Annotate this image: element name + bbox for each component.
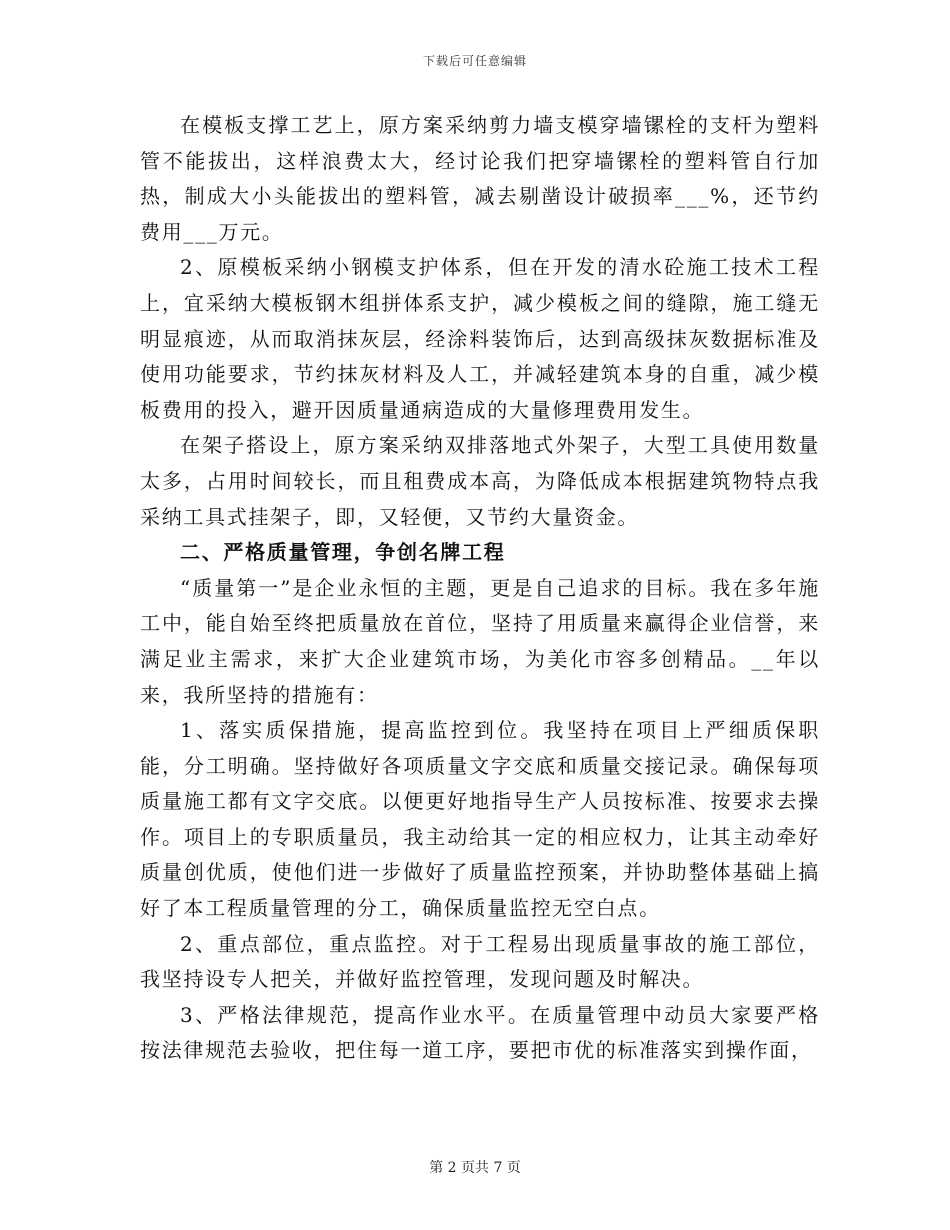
- page-header: 下载后可任意编辑: [422, 54, 527, 68]
- document-body: [140, 108, 820, 1069]
- paragraph-measure-3: 3、严格法律规范，提高作业水平。在质量管理中动员大家要严格按法律规范去验收，把住每一道工序，要把市优的标准落实到操作面，: [140, 1002, 820, 1063]
- paragraph-measure-1: 1、落实质保措施，提高监控到位。我坚持在项目上严细质保职能，分工明确。坚持做好各项质量文字交底和质量交接记录。确保每项质量施工都有文字交底。以便更好地指导生产人员按标准、按要求去操作。项目上的专职质量员，我主动给其一定的相应权力，让其主动牵好质量创优质，使他们进一步做好了质量监控预案，并协助整体基础上搞好了本工程质量管理的分工，确保质量监控无空白点。: [140, 718, 820, 921]
- paragraph-measure-2: 2、重点部位，重点监控。对于工程易出现质量事故的施工部位，我坚持设专人把关，并做好监控管理，发现问题及时解决。: [140, 931, 820, 992]
- section-heading-quality: 二、严格质量管理，争创名牌工程: [180, 540, 506, 565]
- paragraph-scaffolding: 在架子搭设上，原方案采纳双排落地式外架子，大型工具使用数量太多，占用时间较长，而且租费成本高，为降低成本根据建筑物特点我采纳工具式挂架子，即，又轻便，又节约大量资金。: [140, 433, 820, 529]
- paragraph-steel-formwork: 2、原模板采纳小钢模支护体系，但在开发的清水砼施工技术工程上，宜采纳大模板钢木组拼体系支护，减少模板之间的缝隙，施工缝无明显痕迹，从而取消抹灰层，经涂料装饰后，达到高级抹灰数据标准及使用功能要求，节约抹灰材料及人工，并减轻建筑本身的自重，减少模板费用的投入，避开因质量通病造成的大量修理费用发生。: [140, 255, 820, 422]
- paragraph-quality-first: “质量第一”是企业永恒的主题，更是自己追求的目标。我在多年施工中，能自始至终把质量放在首位，坚持了用质量来赢得企业信誉，来满足业主需求，来扩大企业建筑市场，为美化市容多创精品。__年以来，我所坚持的措施有：: [140, 575, 820, 707]
- paragraph-formwork-support: 在模板支撑工艺上，原方案采纳剪力墙支模穿墙镙栓的支杆为塑料管不能拔出，这样浪费太大，经讨论我们把穿墙镙栓的塑料管自行加热，制成大小头能拔出的塑料管，减去剔凿设计破损率___%，还节约费用___万元。: [140, 113, 820, 244]
- page-footer: 第 2 页共 7 页: [429, 1160, 521, 1176]
